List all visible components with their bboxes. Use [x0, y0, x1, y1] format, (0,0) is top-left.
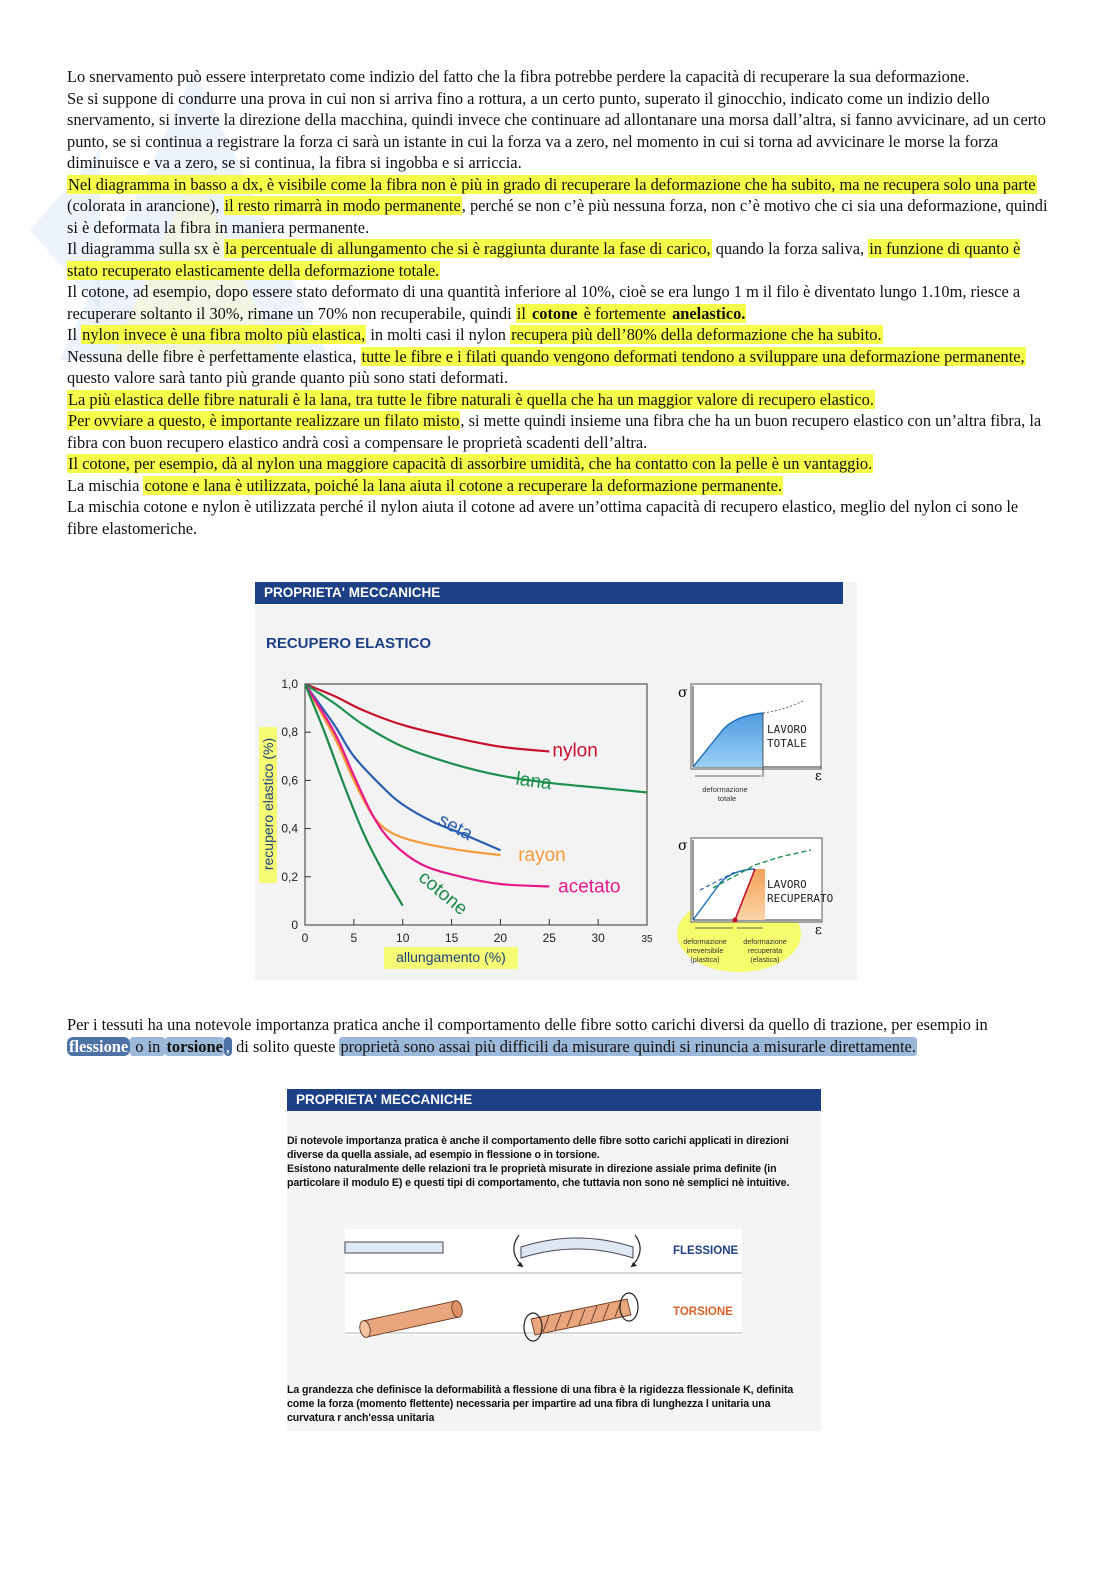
- highlighted-text: Il cotone, per esempio, dà al nylon una maggiore capacità di assorbire umidità, che ha contatto con la pelle è un vantaggio.: [68, 454, 873, 473]
- x-axis-label: allungamento (%): [396, 949, 506, 965]
- text-run: Il: [67, 325, 82, 344]
- text-run: Nessuna delle fibre è perfettamente elastica,: [67, 346, 361, 366]
- highlighted-text: Per ovviare a questo, è importante realizzare un filato misto: [68, 411, 460, 430]
- text-run: , si mette quindi insieme una fibra che ha un buon recupero elastico con un’altra fibra, la fibra con buon recupero elastico andrà così a compensare le proprietà scadenti dell’altra.: [67, 411, 1042, 452]
- x-tick-label: 25: [542, 931, 556, 945]
- diagram-lavoro-totale: [678, 684, 822, 803]
- outro-line: come la forza (momento flettente) necessaria per impartire ad una fibra di lunghezza l unitaria una: [287, 1398, 771, 1410]
- series-label-acetato: acetato: [558, 876, 621, 898]
- x-tick-label: 30: [591, 931, 605, 945]
- diagram-lavoro-recuperato: [677, 838, 833, 972]
- irreversibile-3: (plastica): [690, 955, 720, 964]
- figure-recupero-elastico: [255, 582, 857, 980]
- paragraph: [67, 238, 1051, 281]
- text-run: di solito queste: [232, 1036, 340, 1056]
- deformazione-totale-2: totale: [717, 794, 737, 803]
- x-tick-label: 5: [350, 931, 358, 945]
- flessione-torsione-illustration: [287, 1089, 821, 1431]
- highlighted-text: anelastico.: [672, 303, 746, 323]
- highlighted-text: La più elastica delle fibre naturali è la lana, tra tutte le fibre naturali è quella che ha un maggior valore di recupero elastico.: [68, 389, 874, 409]
- text-run: , perché se non c’è più nessuna forza, non c’è motivo che ci sia una deformazione, quindi si è deformata la fibra in maniera permanente.: [67, 196, 1048, 237]
- intro-line: Esistono naturalmente delle relazioni tra le proprietà misurate in direzione assiale prima definite (in: [287, 1163, 777, 1175]
- y-tick-label: 0,6: [281, 773, 298, 788]
- series-line-lana: [305, 684, 647, 792]
- text-run: Il cotone, ad esempio, dopo essere stato deformato di una quantità inferiore al 10%, cioè se era lungo 1 m il filo è diventato lungo 1.10m, riesce a recuperare soltanto il 30%, rimane un 70% non recuperabile, quindi: [67, 282, 1021, 323]
- sigma-symbol-2: σ: [678, 838, 688, 854]
- epsilon-symbol-2: ε: [815, 923, 822, 938]
- paragraph: [67, 410, 1051, 453]
- outro-line: curvatura r anch'essa unitaria: [287, 1412, 435, 1424]
- highlighted-text: è fortemente: [579, 303, 671, 323]
- chart-subtitle: RECUPERO ELASTICO: [266, 635, 432, 652]
- flessione-label: FLESSIONE: [673, 1245, 739, 1257]
- text-run: Se si suppone di condurre una prova in cui non si arriva fino a rottura, a un certo punto, superato il ginocchio, indicato come un indizio dello snervamento, si inverte la direzione della macchina, quindi invece che continuare ad allontanare una morsa dall’altra, si fanno avvicinare, ad un certo punto, se si continua a registrare la forza ci sarà un istante in cui la forza va a zero, nel momento in cui si torna ad avvicinare le morse la forza diminuisce e va a zero, se si continua, la fibra si ingobba e si arriccia.: [67, 88, 1046, 172]
- x-tick-label: 0: [301, 931, 309, 945]
- x-tick-label: 10: [396, 931, 410, 945]
- intro-line: Di notevole importanza pratica è anche il comportamento delle fibre sotto carichi applicati in direzioni: [287, 1135, 789, 1147]
- series-line-acetato: [305, 684, 549, 886]
- paragraph: [67, 281, 1051, 324]
- intro-line: particolare il modulo E) e questi tipi di comportamento, che tuttavia non sono nè semplici nè intuitive.: [287, 1177, 790, 1189]
- series-label-nylon: nylon: [552, 740, 598, 762]
- figure-flessione-torsione: [287, 1089, 821, 1431]
- paragraph: [67, 1014, 1051, 1057]
- recuperata-1: deformazione: [743, 937, 787, 946]
- lavoro-recuperato-label-1: LAVORO: [767, 878, 807, 891]
- y-tick-label: 0: [291, 918, 298, 932]
- figure2-outro: [287, 1383, 793, 1425]
- series-line-nylon: [305, 684, 549, 751]
- paragraph: [67, 453, 1051, 475]
- paragraph: [67, 346, 1051, 389]
- body-text-2: [67, 1014, 1051, 1057]
- epsilon-symbol: ε: [815, 769, 822, 784]
- y-tick-label: 1,0: [281, 677, 298, 691]
- sigma-symbol: σ: [678, 685, 688, 701]
- x-tick-label: 15: [444, 931, 459, 945]
- recupero-elastico-chart: [255, 582, 857, 980]
- x-tick-label: 20: [493, 931, 508, 945]
- text-run: quando la forza saliva,: [711, 239, 869, 258]
- torsione-label: TORSIONE: [673, 1306, 733, 1318]
- highlighted-text: il: [516, 303, 530, 323]
- highlighted-text: cotone: [531, 303, 578, 323]
- y-tick-label: 0,8: [281, 725, 298, 740]
- lavoro-recuperato-label-2: RECUPERATO: [767, 892, 834, 905]
- highlighted-text: in funzione di quanto è stato recuperato elasticamente della deformazione totale.: [67, 239, 1021, 280]
- paragraph: [67, 66, 1051, 88]
- recuperata-3: (elastica): [750, 955, 780, 964]
- y-tick-label: 0,2: [281, 869, 298, 884]
- series-label-lana: lana: [514, 768, 553, 795]
- highlighted-text: proprietà sono assai più difficili da misurare quindi si rinuncia a misurarle direttamente.: [340, 1036, 916, 1056]
- text-run: questo valore sarà tanto più grande quanto più sono stati deformati.: [67, 368, 509, 387]
- body-text: [67, 66, 1051, 539]
- text-run: (colorata in arancione),: [67, 196, 224, 215]
- figure2-header: PROPRIETA' MECCANICHE: [287, 1089, 821, 1111]
- lavoro-totale-label-1: LAVORO: [767, 723, 807, 736]
- series-label-cotone: cotone: [414, 866, 472, 920]
- paragraph: [67, 389, 1051, 411]
- text-run: La mischia: [67, 475, 144, 495]
- irreversibile-2: irreversibile: [686, 946, 724, 955]
- text-run: Per i tessuti ha una notevole importanza pratica anche il comportamento delle fibre sotto carichi diversi da quello di trazione, per esempio in: [67, 1015, 988, 1034]
- intro-line: diverse da quella assiale, ad esempio in flessione o in torsione.: [287, 1149, 600, 1161]
- series-label-rayon: rayon: [518, 845, 566, 867]
- lavoro-totale-label-2: TOTALE: [767, 737, 807, 750]
- highlighted-text: Nel diagramma in basso a dx, è visibile come la fibra non è più in grado di recuperare la deformazione che ha subito, ma ne recupera solo una parte: [68, 174, 1036, 194]
- highlighted-text: recupera più dell’80% della deformazione che ha subito.: [511, 325, 882, 344]
- highlighted-text: il resto rimarrà in modo permanente: [224, 196, 461, 215]
- highlighted-text: ,: [225, 1036, 230, 1056]
- highlighted-text: o in: [131, 1036, 165, 1056]
- y-tick-label: 0,4: [281, 821, 298, 836]
- text-run: La mischia cotone e nylon è utilizzata perché il nylon aiuta il cotone ad avere un’ottima capacità di recupero elastico, meglio del nylon ci sono le fibre elastomeriche.: [67, 497, 1019, 538]
- highlighted-text: tutte le fibre e i filati quando vengono deformati tendono a sviluppare una deformazione permanente,: [361, 346, 1025, 366]
- highlighted-text: cotone e lana è utilizzata, poiché la lana aiuta il cotone a recuperare la deformazione permanente.: [144, 475, 782, 495]
- highlighted-text: flessione: [69, 1036, 129, 1056]
- paragraph: [67, 475, 1051, 497]
- paragraph: [67, 88, 1051, 174]
- text-run: Il diagramma sulla sx è: [67, 239, 225, 258]
- highlighted-text: nylon invece è una fibra molto più elastica,: [82, 325, 366, 344]
- recuperata-2: recuperata: [747, 946, 783, 955]
- irreversibile-1: deformazione: [683, 937, 727, 946]
- outro-line: La grandezza che definisce la deformabilità a flessione di una fibra è la rigidezza flessionale K, definita: [287, 1384, 794, 1396]
- series-label-seta: seta: [434, 809, 477, 846]
- highlighted-text: la percentuale di allungamento che si è raggiunta durante la fase di carico,: [225, 239, 711, 258]
- figure1-header: PROPRIETA' MECCANICHE: [255, 582, 843, 604]
- highlighted-text: torsione: [166, 1036, 223, 1056]
- straight-fiber: [345, 1242, 443, 1253]
- paragraph: [67, 496, 1051, 539]
- paragraph: [67, 174, 1051, 239]
- x-tick-label: 35: [641, 934, 653, 945]
- text-run: in molti casi il nylon: [366, 325, 511, 344]
- deformazione-totale-1: deformazione: [702, 785, 748, 794]
- text-run: Lo snervamento può essere interpretato come indizio del fatto che la fibra potrebbe perdere la capacità di recuperare la sua deformazione.: [67, 67, 970, 86]
- y-axis-label: recupero elastico (%): [260, 737, 276, 871]
- paragraph: [67, 324, 1051, 346]
